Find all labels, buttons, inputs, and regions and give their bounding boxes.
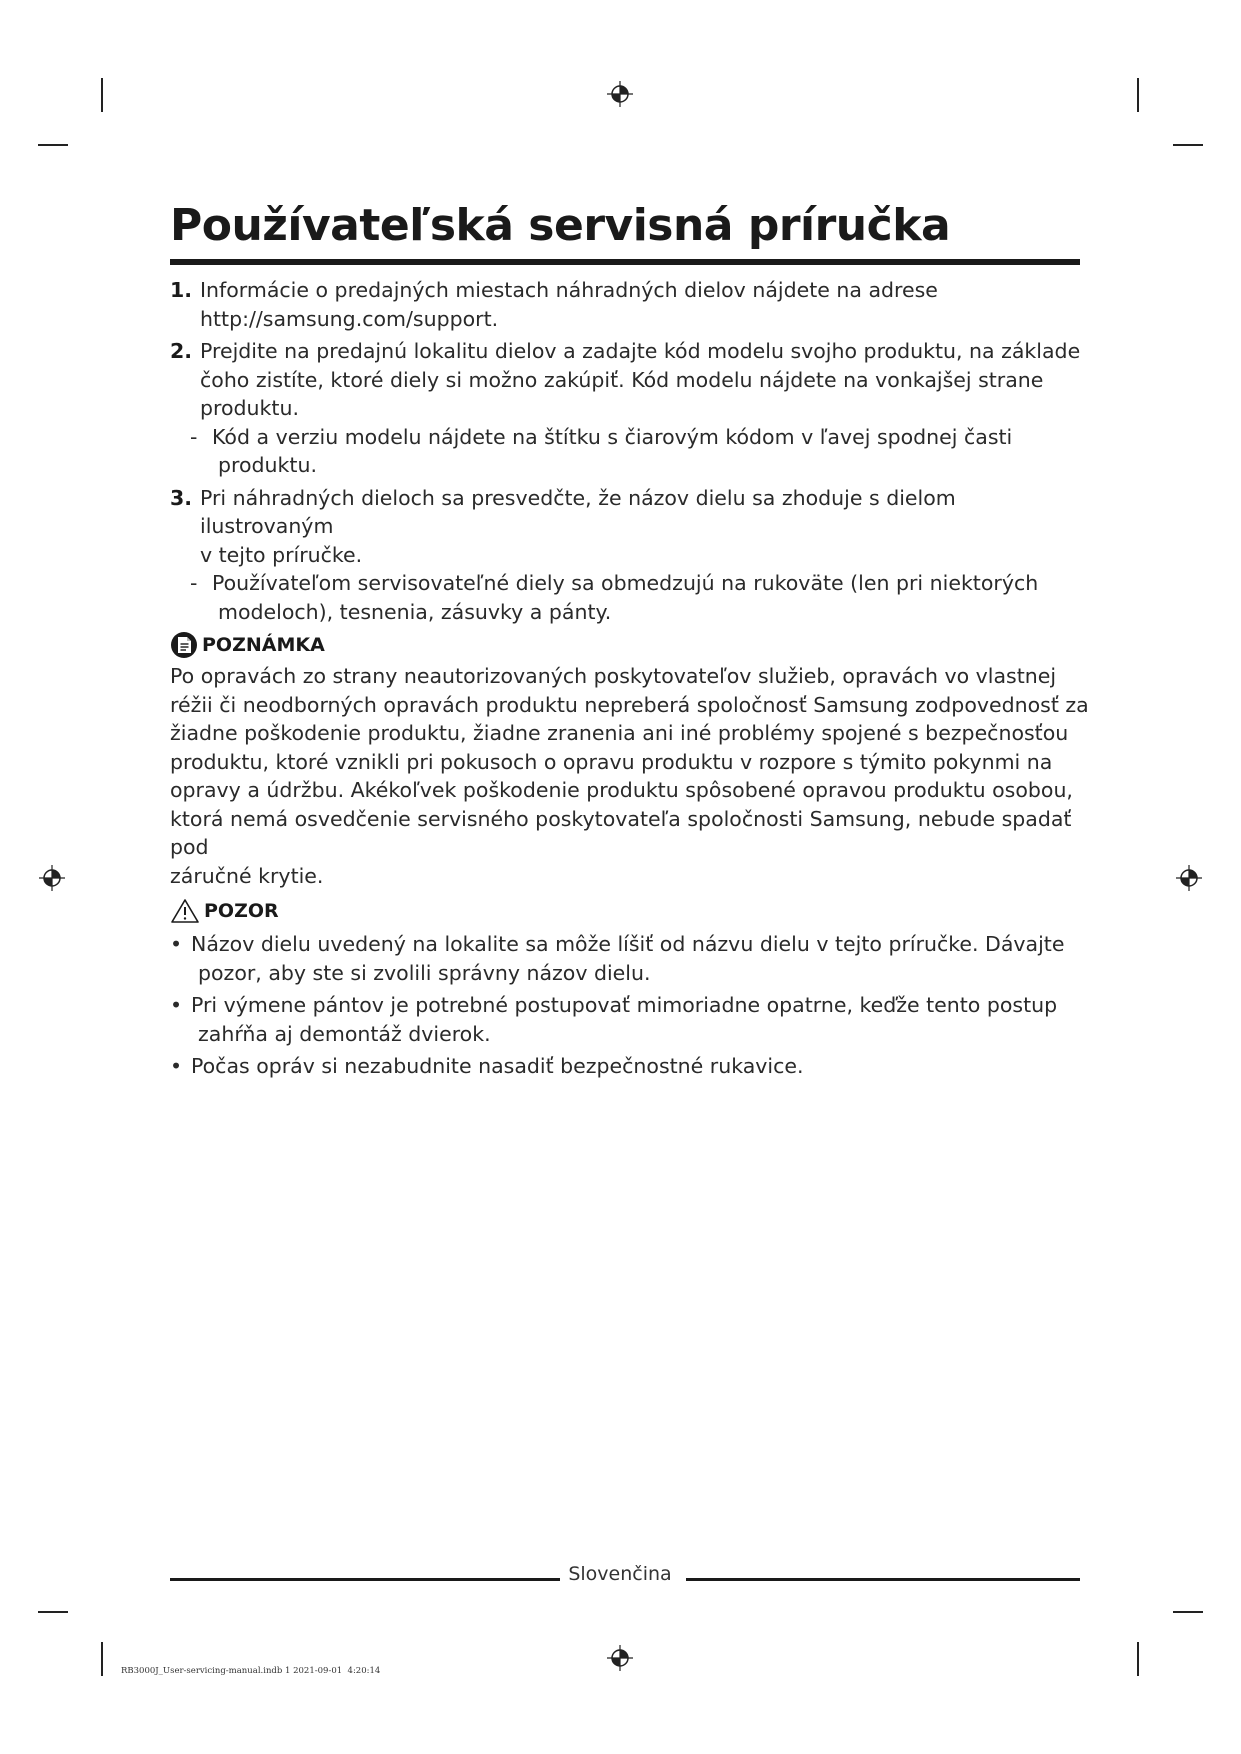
note-line: záručné krytie.: [170, 863, 324, 888]
caution-label: POZOR: [204, 899, 279, 922]
caution-body: [170, 930, 1090, 1081]
bullet-line: zahŕňa aj demontáž dvierok.: [198, 1021, 491, 1046]
sub-point-line: Používateľom servisovateľné diely sa obmedzujú na rukoväte (len pri niektorých: [212, 571, 1039, 595]
sub-point-line: Kód a verziu modelu nájdete na štítku s čiarovým kódom v ľavej spodnej časti: [212, 424, 1013, 449]
registration-mark-icon: [1176, 865, 1202, 891]
footer-language: Slovenčina: [568, 1563, 672, 1585]
crop-mark: [101, 1642, 103, 1676]
step-item: [170, 276, 1090, 333]
bullet-line: Názov dielu uvedený na lokalite sa môže líšiť od názvu dielu v tejto príručke. Dávajte: [191, 932, 1065, 956]
note-body: [170, 662, 1090, 890]
note-line: réžii či neodborných opravách produktu nepreberá spoločnosť Samsung zodpovednosť za: [170, 692, 1089, 717]
step-text-line: produktu.: [200, 396, 299, 420]
note-line: ktorá nemá osvedčenie servisného poskytovateľa spoločnosti Samsung, nebude spadať pod: [170, 806, 1072, 859]
step-text-line: čoho zistíte, ktoré diely si možno zakúpiť. Kód modelu nájdete na vonkajšej strane: [200, 367, 1044, 392]
crop-mark: [1173, 144, 1203, 146]
note-icon: [170, 631, 198, 659]
step-text-line: http://samsung.com/support.: [200, 306, 499, 331]
caution-bullet: [170, 930, 1090, 987]
caution-bullet: [170, 1052, 1090, 1081]
caution-heading: [170, 896, 1090, 926]
crop-mark: [101, 78, 103, 112]
crop-mark: [1137, 1642, 1139, 1676]
note-line: opravy a údržbu. Akékoľvek poškodenie produktu spôsobené opravou produktu osobou,: [170, 778, 1073, 802]
crop-mark: [38, 144, 68, 146]
sub-point: [190, 569, 1090, 626]
step-text-line: Prejdite na predajnú lokalitu dielov a zadajte kód modelu svojho produktu, na základe: [200, 339, 1081, 363]
crop-mark: [1173, 1611, 1203, 1613]
note-line: produktu, ktoré vznikli pri pokusoch o opravu produktu v rozpore s týmito pokynmi na: [170, 749, 1053, 774]
caution-bullet: [170, 991, 1090, 1048]
registration-mark-icon: [607, 81, 633, 107]
step-item: [170, 337, 1090, 480]
warning-icon: [170, 897, 200, 925]
step-number: 1.: [170, 278, 193, 302]
manual-content: [170, 276, 1090, 1081]
step-text-line: Informácie o predajných miestach náhradných dielov nájdete na adrese: [200, 278, 938, 302]
note-line: Po opravách zo strany neautorizovaných poskytovateľov služieb, opravách vo vlastnej: [170, 664, 1057, 688]
footer-rule-right: [686, 1578, 1080, 1581]
bullet-line: pozor, aby ste si zvolili správny názov dielu.: [198, 960, 651, 985]
sub-point-dash: -: [190, 571, 198, 595]
crop-mark: [1137, 78, 1139, 112]
sub-point-line: produktu.: [218, 453, 317, 477]
registration-mark-icon: [607, 1645, 633, 1671]
crop-mark: [38, 1611, 68, 1613]
bullet-dot: •: [170, 932, 183, 956]
bullet-dot: •: [170, 993, 183, 1017]
step-text-line: v tejto príručke.: [200, 542, 363, 567]
sub-point-line: modeloch), tesnenia, zásuvky a pánty.: [218, 599, 612, 624]
step-item: [170, 484, 1090, 627]
sub-point: [190, 423, 1090, 480]
step-text-line: Pri náhradných dieloch sa presvedčte, že názov dielu sa zhoduje s dielom ilustrovaným: [200, 485, 956, 538]
bullet-dot: •: [170, 1054, 183, 1078]
step-number: 2.: [170, 339, 193, 363]
bullet-line: Počas opráv si nezabudnite nasadiť bezpečnostné rukavice.: [191, 1054, 804, 1078]
bullet-line: Pri výmene pántov je potrebné postupovať mimoriadne opatrne, keďže tento postup: [191, 993, 1058, 1017]
note-heading: [170, 630, 1090, 660]
registration-mark-icon: [39, 865, 65, 891]
title-underline: [170, 259, 1080, 265]
print-slug: RB3000J_User-servicing-manual.indb 1 2021-09-01 ￼ 4:20:14: [121, 1666, 381, 1676]
note-label: POZNÁMKA: [202, 633, 325, 656]
sub-point-dash: -: [190, 424, 198, 449]
footer-rule-left: [170, 1578, 560, 1581]
step-number: 3.: [170, 485, 193, 510]
note-line: žiadne poškodenie produktu, žiadne zranenia ani iné problémy spojené s bezpečnosťou: [170, 721, 1069, 745]
page-title: Používateľská servisná príručka: [170, 200, 951, 251]
